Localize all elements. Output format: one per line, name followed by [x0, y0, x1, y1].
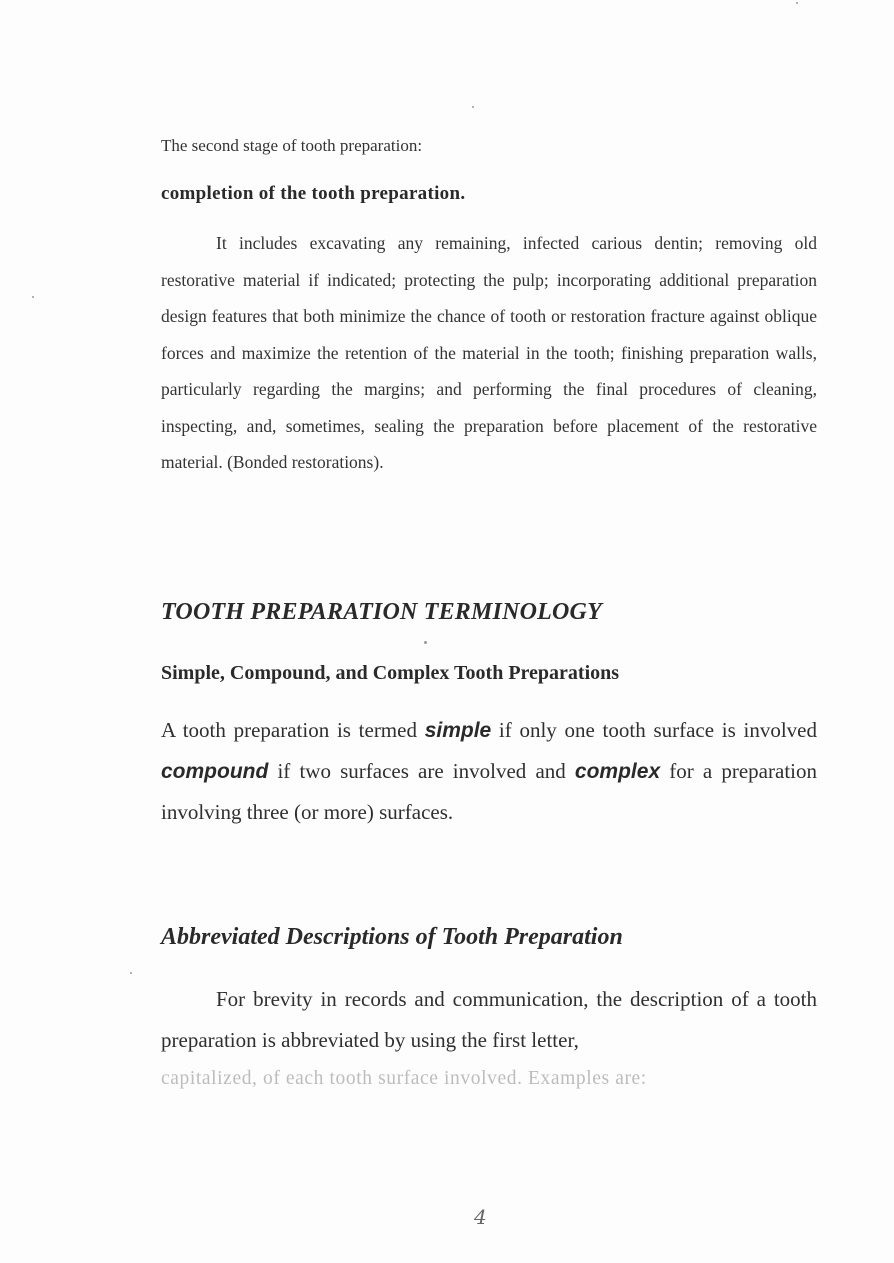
- keyword-compound: compound: [161, 760, 269, 783]
- completion-paragraph: It includes excavating any remaining, infected carious dentin; removing old restorative material if indicated; protecting the pulp; incorporating additional preparation design features that both minimize the chance of tooth or restoration fracture against oblique forces and maximize the retention of the material in the tooth; finishing preparation walls, particularly regarding the margins; and performing the final procedures of cleaning, inspecting, and, sometimes, sealing the preparation before placement of the restorative material. (Bonded restorations).: [161, 233, 817, 472]
- terminology-heading: TOOTH PREPARATION TERMINOLOGY: [161, 599, 602, 625]
- completion-heading: completion of the tooth preparation.: [161, 183, 466, 204]
- keyword-simple: simple: [424, 719, 492, 742]
- para2-text-1: A tooth preparation is termed: [161, 718, 425, 742]
- simple-compound-complex-heading: Simple, Compound, and Complex Tooth Preparations: [161, 662, 620, 684]
- para2-text-2: if only one tooth surface is involved: [491, 718, 817, 742]
- simple-compound-complex-paragraph: [161, 710, 817, 833]
- scan-speck: [796, 2, 798, 4]
- scan-speck: [424, 641, 427, 644]
- scan-speck: [130, 972, 132, 974]
- para2-text-3: if two surfaces are involved and: [268, 759, 575, 783]
- abbreviated-heading: Abbreviated Descriptions of Tooth Preparation: [161, 924, 623, 950]
- intro-line: The second stage of tooth preparation:: [161, 136, 423, 155]
- para2-text-4: for a preparation involving three (or more) surfaces.: [161, 759, 817, 824]
- scan-speck: [32, 296, 34, 298]
- faded-line: capitalized, of each tooth surface involved. Examples are:: [161, 1068, 647, 1089]
- scan-speck: [472, 106, 474, 108]
- abbreviated-paragraph: For brevity in records and communication, the description of a tooth preparation is abbreviated by using the first letter,: [161, 987, 817, 1052]
- keyword-complex: complex: [574, 760, 661, 783]
- page-number: 4: [474, 1205, 487, 1229]
